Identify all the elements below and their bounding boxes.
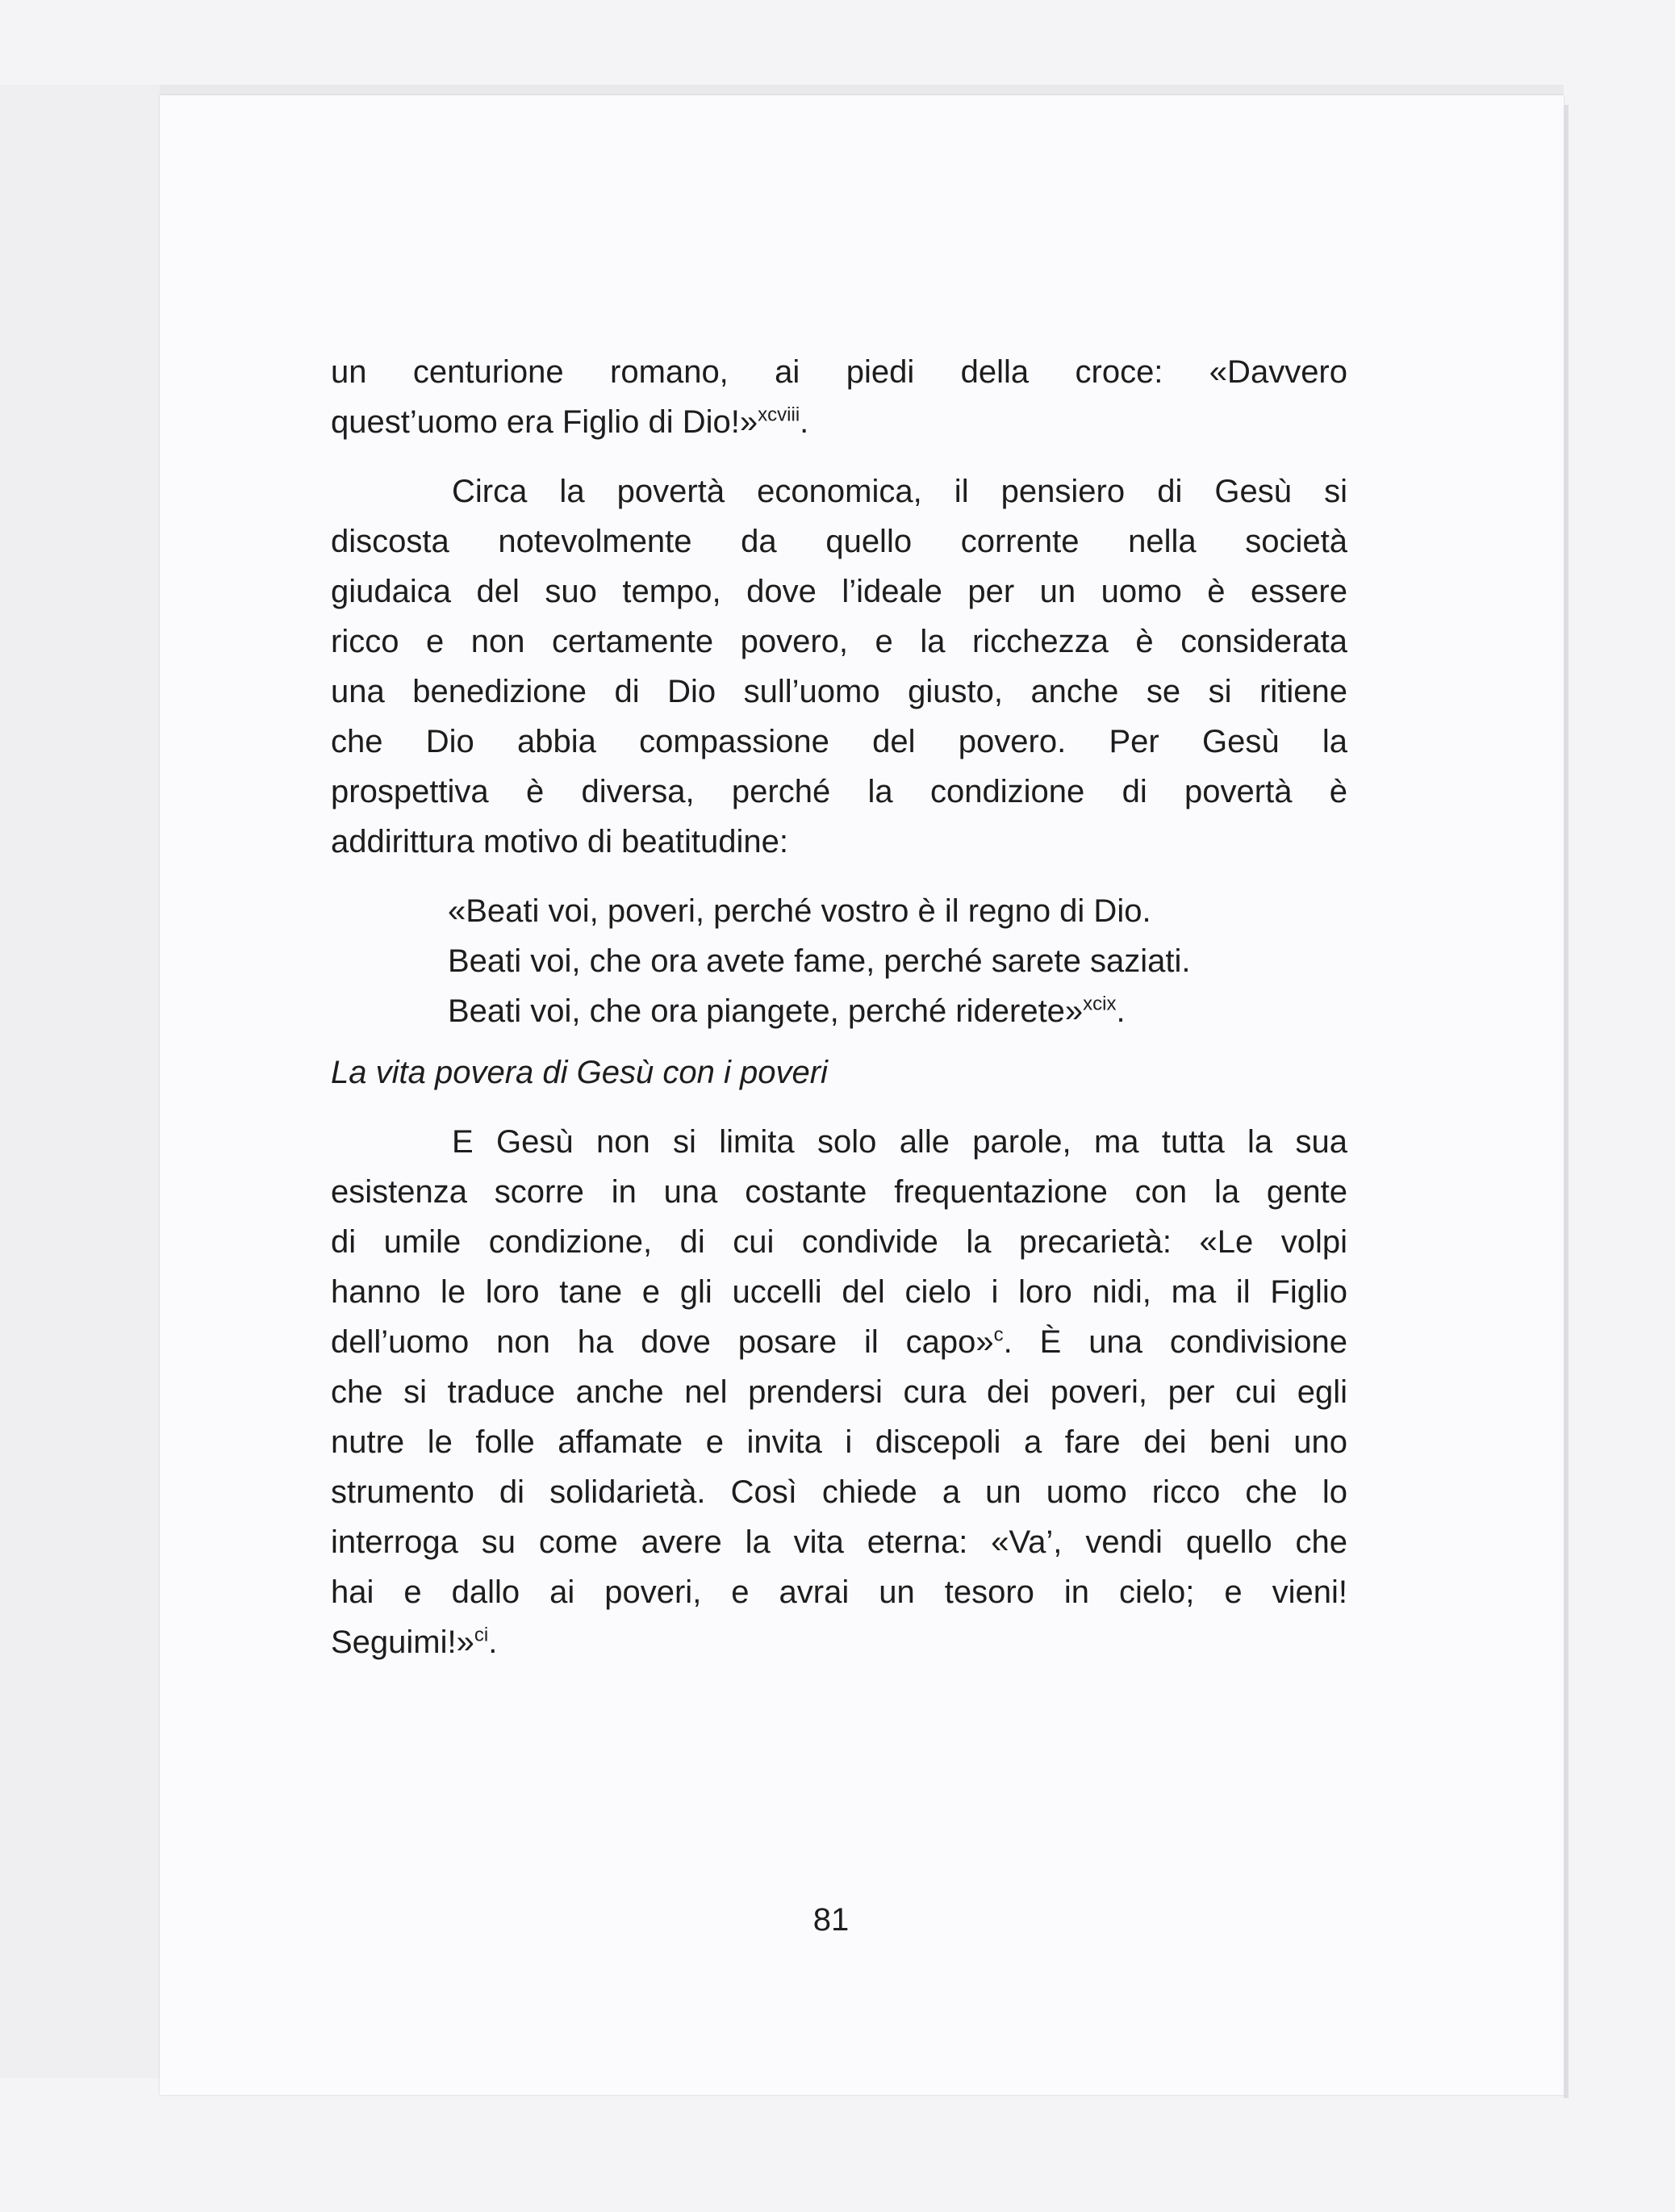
text-line	[331, 397, 1347, 447]
footnote-marker: c	[993, 1323, 1004, 1346]
quote-line	[331, 986, 1347, 1036]
text-line	[331, 1567, 1347, 1617]
text-line	[331, 1167, 1347, 1217]
text-line	[331, 1267, 1347, 1317]
line-text: di umile condizione, di cui condivide la precarietà: «Le volpi	[331, 1224, 1347, 1260]
footnote-marker: ci	[474, 1624, 489, 1646]
text-line	[331, 1617, 1347, 1667]
line-text: esistenza scorre in una costante frequentazione con la gente	[331, 1174, 1347, 1210]
footnote-marker: xcviii	[758, 404, 800, 426]
page-text	[331, 347, 1347, 1667]
text-line: ricco e non certamente povero, e la ricchezza è considerata	[331, 624, 1347, 659]
line-text: che si traduce anche nel prendersi cura dei poveri, per cui egli	[331, 1374, 1347, 1410]
line-text-after: .	[800, 404, 809, 440]
line-text: interroga su come avere la vita eterna: «Va’, vendi quello che	[331, 1524, 1347, 1560]
text-line	[331, 1517, 1347, 1567]
text-line: Circa la povertà economica, il pensiero di Gesù si	[452, 474, 1347, 509]
line-text: quest’uomo era Figlio di Dio!»	[331, 404, 758, 440]
section-heading: La vita povera di Gesù con i poveri	[331, 1055, 828, 1090]
line-text: Seguimi!»	[331, 1625, 474, 1660]
line-text-after: . È una condivisione	[1003, 1324, 1348, 1360]
line-text: hai e dallo ai poveri, e avrai un tesoro in cielo; e vieni!	[331, 1574, 1347, 1610]
quote-line	[331, 936, 1347, 986]
line-text: hanno le loro tane e gli uccelli del cielo i loro nidi, ma il Figlio	[331, 1274, 1347, 1310]
line-text: strumento di solidarietà. Così chiede a un uomo ricco che lo	[331, 1474, 1347, 1510]
text-line: una benedizione di Dio sull’uomo giusto, anche se si ritiene	[331, 674, 1347, 709]
text-line	[331, 1217, 1347, 1267]
line-text: un centurione romano, ai piedi della croce: «Davvero	[331, 354, 1347, 390]
quote-line	[331, 886, 1347, 936]
line-text: Beati voi, che ora avete fame, perché sarete saziati.	[448, 943, 1191, 979]
line-text: «Beati voi, poveri, perché vostro è il regno di Dio.	[448, 893, 1151, 929]
text-line: giudaica del suo tempo, dove l’ideale per un uomo è essere	[331, 574, 1347, 609]
paragraph-gap	[331, 447, 1347, 466]
paragraph-gap	[331, 867, 1347, 886]
line-text: Beati voi, che ora piangete, perché riderete»	[448, 993, 1084, 1029]
text-line: che Dio abbia compassione del povero. Per Gesù la	[331, 724, 1347, 759]
page-right-edge	[1564, 105, 1568, 2098]
text-line: prospettiva è diversa, perché la condizione di povertà è	[331, 774, 1347, 809]
paragraph-gap	[331, 1036, 1347, 1047]
line-text: nutre le folle affamate e invita i discepoli a fare dei beni uno	[331, 1424, 1347, 1460]
text-line	[331, 1317, 1347, 1367]
line-text-after: .	[488, 1625, 498, 1660]
text-line	[331, 1417, 1347, 1467]
line-text: dell’uomo non ha dove posare il capo»	[331, 1324, 994, 1360]
text-line	[331, 1367, 1347, 1417]
paragraph-gap	[331, 1098, 1347, 1117]
line-text-after: .	[1116, 993, 1126, 1029]
text-line: discosta notevolmente da quello corrente nella società	[331, 524, 1347, 559]
text-line	[331, 1117, 1347, 1167]
page-number: 81	[812, 1902, 850, 1938]
footnote-marker: xcix	[1083, 993, 1117, 1015]
page-top-edge	[160, 85, 1564, 95]
previous-page-edge	[0, 85, 161, 2078]
line-text: E Gesù non si limita solo alle parole, ma tutta la sua	[452, 1124, 1347, 1160]
text-line: addirittura motivo di beatitudine:	[331, 824, 788, 859]
text-line	[331, 347, 1347, 397]
text-line	[331, 1467, 1347, 1517]
